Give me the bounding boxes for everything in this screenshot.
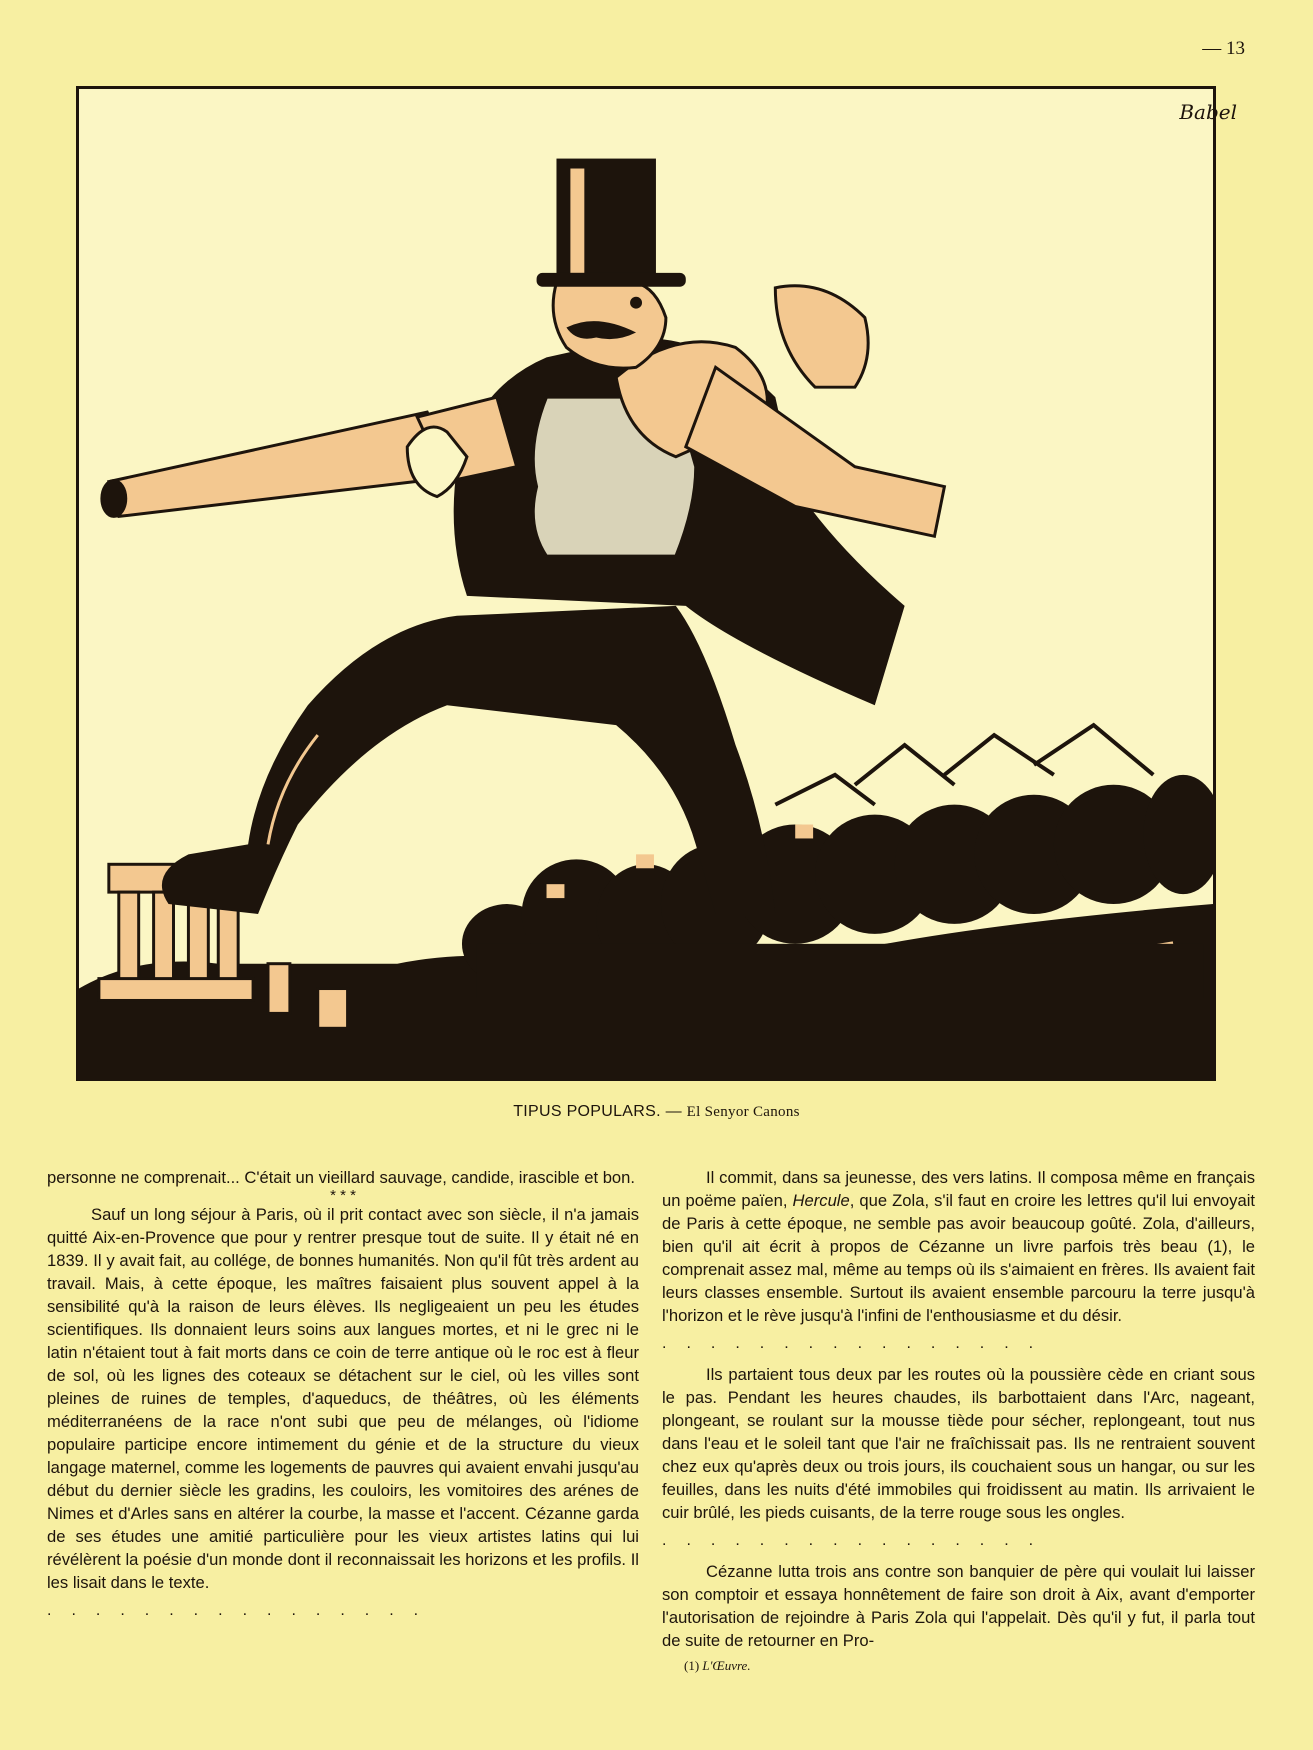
right-paragraph-1-end: , que Zola, s'il faut en croire les lettres qu'il lui envoyait de Paris à cette époque, ne semble pas avoir beaucoup goûté. Zola, d'ailleurs, bien qu'il ait écrit à propos de Cézanne un livre parfois très beau (1), le comprenait assez mal, même au temps où ils s'aimaient en frères. Ils avaient fait leurs classes ensemble. Surtout ils avaient ensemble parcouru la terre jusqu'à l'horizon et le rève jusqu'à l'infini de l'enthousiasme et du désir. [662, 1191, 1255, 1325]
asterism: * * * [330, 1187, 356, 1204]
right-paragraph-2: Ils partaient tous deux par les routes où la poussière cède en criant sous le pas. Pendant les heures chaudes, ils barbottaient dans l'Arc, nageant, plongeant, se roulant sur la mousse tiède pour sécher, replongeant, tout nus dans l'eau et le soleil tant que l'air ne fraîchissait pas. Ils ne rentraient souvent chez eux qu'après deux ou trois jours, ils couchaient sous un hangar, ou sur les feuilles, dans les nuits d'été immobiles qui froidissent au matin. Ils arrivaient le cuir brûlé, les pieds cuisants, de la terre rouge sous les ongles. [662, 1365, 1255, 1522]
illustration-caption [0, 1103, 1313, 1121]
caption-title: TIPUS POPULARS. — [513, 1103, 682, 1120]
right-paragraph-1 [662, 1166, 1255, 1327]
top-hat-brim [537, 273, 686, 287]
caricature-illustration [76, 86, 1216, 1081]
left-column [47, 1166, 639, 1630]
top-hat-highlight [570, 169, 584, 273]
right-column [662, 1166, 1255, 1677]
poem-title: Hercule [792, 1191, 850, 1210]
section-dots-1: ................ [662, 1335, 1054, 1352]
man-eye [630, 297, 642, 309]
footnote-marker: (1) [684, 1658, 700, 1673]
page-number: — 13 [1202, 38, 1245, 59]
caricature-drawing [79, 89, 1213, 1078]
footnote [684, 1654, 1255, 1677]
section-dots-2: ................ [662, 1532, 1054, 1549]
caption-subtitle: El Senyor Canons [686, 1104, 800, 1120]
left-paragraph-2: Sauf un long séjour à Paris, où il prit contact avec son siècle, il n'a jamais quitté Aix-en-Provence que pour y rentrer presque tout de suite. Il y était né en 1839. Il y avait fait, au collége, de bonnes humanités. Non qu'il fût très ardent au travail. Mais, à cette époque, les maîtres faisaient plus souvent appel à la sensibilité qu'à la raison de leurs élèves. Ils negligeaient un peu les études scientifiques. Ils donnaient leurs soins aux langues mortes, et ni le grec ni le latin n'étaient tout à fait morts dans ce coin de terre antique où le roc est à fleur de sol, où les lignes des coteaux se détachent sur le ciel, où les villes sont pleines de ruines de temples, d'aqueducs, de théâtres, où les éléments méditerranéens de la race n'ont subi que peu de mélanges, où l'idiome populaire participe encore intimement du génie et de la structure du vieux langage maternel, comme les logements de pauvres qui avaient envahi jusqu'au début du dernier siècle les gradins, les couloirs, les vomitoires des arénes de Nimes et d'Arles sans en altérer la courbe, la masse et l'accent. Cézanne garda de ses études une amitié particulière pour les vieux artistes latins qui lui révélèrent la poésie d'un monde dont il reconnaissait les horizons et les profils. Il les lisait dans le texte. [47, 1205, 639, 1592]
footnote-text: L'Œuvre. [702, 1658, 751, 1673]
crowd-group [462, 775, 1213, 999]
right-paragraph-1-start: Il commit, dans sa jeunesse, des vers latins. Il composa même en français un poëme païen, [662, 1168, 1255, 1210]
artist-signature: Babel [1179, 100, 1237, 124]
right-paragraph-3: Cézanne lutta trois ans contre son banquier de père qui voulait lui laisser son comptoir et essaya honnêtement de faire son droit à Aix, avant d'emporter l'autorisation de rejoindre à Paris Zola qui l'appelait. Dès qu'il y fut, il parla tout de suite de retourner en Pro- [662, 1562, 1255, 1650]
section-dots: ................ [47, 1602, 439, 1619]
left-paragraph-1: personne ne comprenait... C'était un vieillard sauvage, candide, irascible et bon. [47, 1168, 635, 1187]
